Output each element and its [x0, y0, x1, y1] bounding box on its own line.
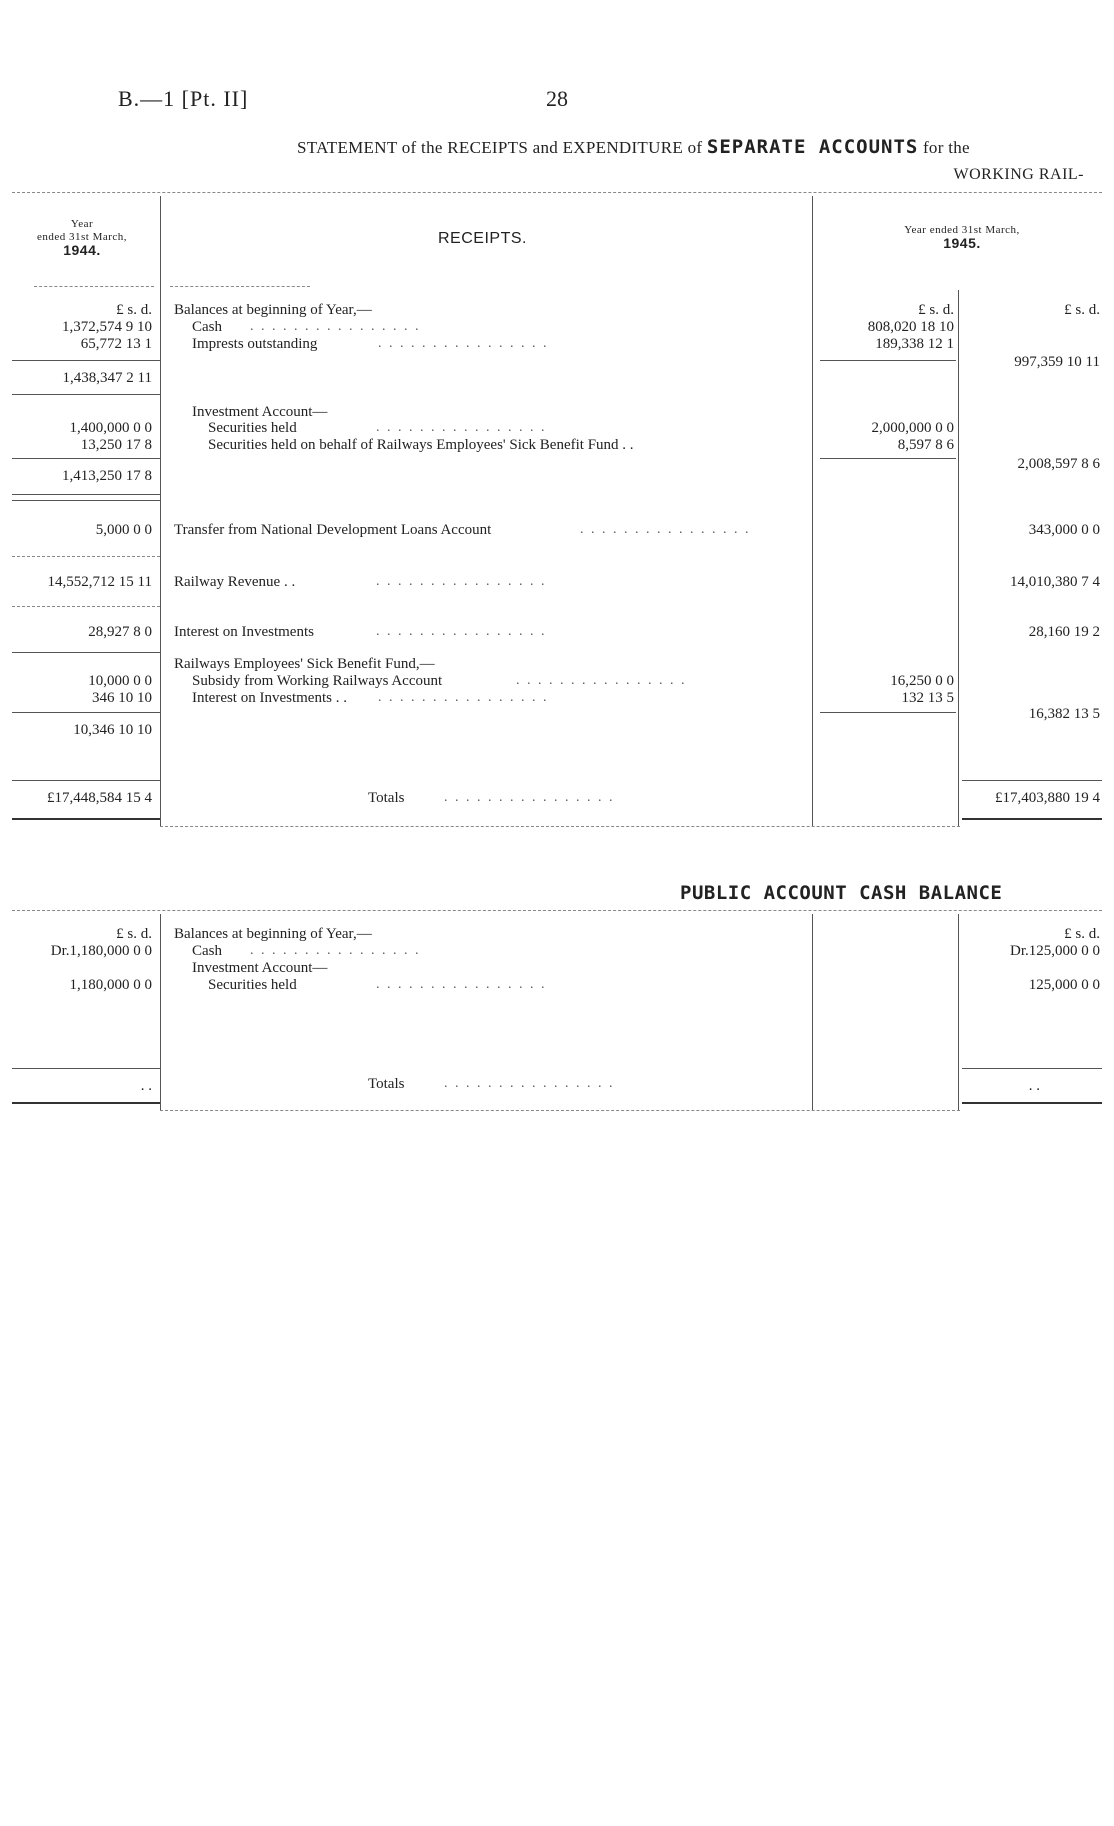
col-head-1944-l2: ended 31st March,: [36, 231, 128, 243]
cash-label: Cash: [192, 319, 222, 335]
title-suffix: for the: [922, 138, 970, 157]
rule: [820, 458, 956, 459]
rule: [12, 818, 160, 820]
leader-dots: . . . . . . . . . . . . . . . .: [444, 1076, 615, 1091]
statement-title-cont: WORKING RAIL-: [953, 166, 1084, 183]
rule: [12, 500, 160, 501]
securities-behalf-1945: 8,597 8 6: [897, 437, 954, 453]
sick-interest-1944: 346 10 10: [92, 690, 152, 706]
securities-held-1944: 1,400,000 0 0: [69, 420, 152, 436]
cash-1944: 1,372,574 9 10: [62, 319, 152, 335]
rule: [12, 712, 160, 713]
revenue-1945: 14,010,380 7 4: [1010, 574, 1100, 590]
public-currency-right: £ s. d.: [1064, 926, 1100, 942]
leader-dots: . . . . . . . . . . . . . . . .: [580, 522, 751, 537]
rule: [962, 1068, 1102, 1069]
sick-total-1945: 16,382 13 5: [1028, 706, 1100, 722]
leader-dots: . . . . . . . . . . . . . . . .: [444, 790, 615, 805]
public-securities-label: Securities held: [208, 977, 297, 993]
public-currency-left: £ s. d.: [116, 926, 152, 942]
public-total-1945: . .: [1028, 1078, 1040, 1094]
leader-dots: . . . . . . . . . . . . . . . .: [516, 673, 687, 688]
transfer-1944: 5,000 0 0: [95, 522, 152, 538]
rule: [962, 818, 1102, 820]
col-head-1944-year: 1944.: [63, 242, 101, 258]
sick-fund-label: Railways Employees' Sick Benefit Fund,—: [174, 656, 435, 672]
title-bold: SEPARATE ACCOUNTS: [706, 136, 919, 158]
investment-label: Investment Account—: [192, 404, 328, 420]
leader-dots: . . . . . . . . . . . . . . . .: [250, 319, 421, 334]
rule: [12, 606, 160, 607]
rule: [962, 1102, 1102, 1104]
currency-head-left: £ s. d.: [116, 302, 152, 318]
leader-dots: . . . . . . . . . . . . . . . .: [376, 420, 547, 435]
public-balances-label: Balances at beginning of Year,—: [174, 926, 372, 942]
leader-dots: . . . . . . . . . . . . . . . .: [250, 943, 421, 958]
col-head-1945: [862, 224, 1062, 250]
rule: [12, 910, 1102, 911]
public-securities-1945: 125,000 0 0: [1028, 977, 1100, 993]
investment-total-1944: 1,413,250 17 8: [62, 468, 152, 484]
transfer-label: Transfer from National Development Loans Account: [174, 522, 492, 538]
rule: [12, 458, 160, 459]
leader-dots: . . . . . . . . . . . . . . . .: [376, 574, 547, 589]
rule: [12, 652, 160, 653]
col-rule: [160, 914, 161, 1110]
public-totals-label: Totals: [368, 1076, 405, 1092]
leader-dots: . . . . . . . . . . . . . . . .: [378, 336, 549, 351]
rule: [12, 360, 160, 361]
rule: [962, 780, 1102, 781]
col-head-1944-l1: Year: [70, 218, 94, 230]
balances-total-1945: 997,359 10 11: [1014, 354, 1100, 370]
imprests-1944: 65,772 13 1: [80, 336, 152, 352]
col-head-1944: [12, 218, 152, 257]
securities-held-1945: 2,000,000 0 0: [871, 420, 954, 436]
leader-dots: . . . . . . . . . . . . . . . .: [376, 977, 547, 992]
balances-total-1944: 1,438,347 2 11: [62, 370, 152, 386]
public-securities-1944: 1,180,000 0 0: [69, 977, 152, 993]
public-account-title: PUBLIC ACCOUNT CASH BALANCE: [680, 882, 1003, 904]
balances-label: Balances at beginning of Year,—: [174, 302, 372, 318]
revenue-1944: 14,552,712 15 11: [47, 574, 152, 590]
totals-label: Totals: [368, 790, 405, 806]
col-rule: [958, 290, 959, 826]
rule: [12, 556, 160, 557]
interest-1944: 28,927 8 0: [88, 624, 152, 640]
rule: [170, 286, 310, 287]
page-number: 28: [546, 86, 568, 111]
transfer-1945: 343,000 0 0: [1028, 522, 1100, 538]
grand-total-1945: £17,403,880 19 4: [995, 790, 1100, 806]
cash-1945: 808,020 18 10: [867, 319, 954, 335]
rule: [160, 1110, 960, 1111]
securities-behalf-label: Securities held on behalf of Railways Employees' Sick Benefit Fund . .: [208, 437, 634, 453]
revenue-label: Railway Revenue . .: [174, 574, 296, 590]
col-rule: [160, 196, 161, 826]
imprests-1945: 189,338 12 1: [875, 336, 954, 352]
rule: [12, 1102, 160, 1104]
currency-head-mid: £ s. d.: [918, 302, 954, 318]
col-rule: [812, 196, 813, 826]
rule: [12, 1068, 160, 1069]
grand-total-1944: £17,448,584 15 4: [47, 790, 152, 806]
col-rule: [812, 914, 813, 1110]
col-rule: [958, 914, 959, 1110]
securities-held-label: Securities held: [208, 420, 297, 436]
public-investment-label: Investment Account—: [192, 960, 328, 976]
leader-dots: . . . . . . . . . . . . . . . .: [378, 690, 549, 705]
rule: [12, 192, 1102, 193]
public-cash-1944: Dr.1,180,000 0 0: [50, 943, 152, 959]
rule: [12, 494, 160, 495]
rule: [34, 286, 154, 287]
investment-total-1945: 2,008,597 8 6: [1017, 456, 1100, 472]
section-ref: B.—1 [Pt. II]: [118, 86, 249, 111]
interest-label: Interest on Investments: [174, 624, 314, 640]
securities-behalf-1944: 13,250 17 8: [80, 437, 152, 453]
currency-head-right: £ s. d.: [1064, 302, 1100, 318]
sick-total-1944: 10,346 10 10: [73, 722, 152, 738]
subsidy-1944: 10,000 0 0: [88, 673, 152, 689]
col-head-receipts: RECEIPTS.: [438, 230, 527, 247]
col-head-1945-l1: Year ended 31st March,: [904, 224, 1020, 236]
imprests-label: Imprests outstanding: [192, 336, 318, 352]
subsidy-label: Subsidy from Working Railways Account: [192, 673, 443, 689]
col-head-1945-year: 1945.: [943, 235, 981, 251]
interest-1945: 28,160 19 2: [1028, 624, 1100, 640]
public-cash-label: Cash: [192, 943, 222, 959]
public-total-1944: . .: [140, 1078, 152, 1094]
rule: [12, 394, 160, 395]
rule: [820, 360, 956, 361]
rule: [820, 712, 956, 713]
title-prefix: STATEMENT of the RECEIPTS and EXPENDITURE of: [297, 138, 703, 157]
statement-title: [297, 136, 970, 158]
sick-interest-1945: 132 13 5: [901, 690, 954, 706]
rule: [12, 780, 160, 781]
leader-dots: . . . . . . . . . . . . . . . .: [376, 624, 547, 639]
subsidy-1945: 16,250 0 0: [890, 673, 954, 689]
public-cash-1945: Dr.125,000 0 0: [1010, 943, 1100, 959]
rule: [160, 826, 960, 827]
sick-interest-label: Interest on Investments . .: [192, 690, 347, 706]
